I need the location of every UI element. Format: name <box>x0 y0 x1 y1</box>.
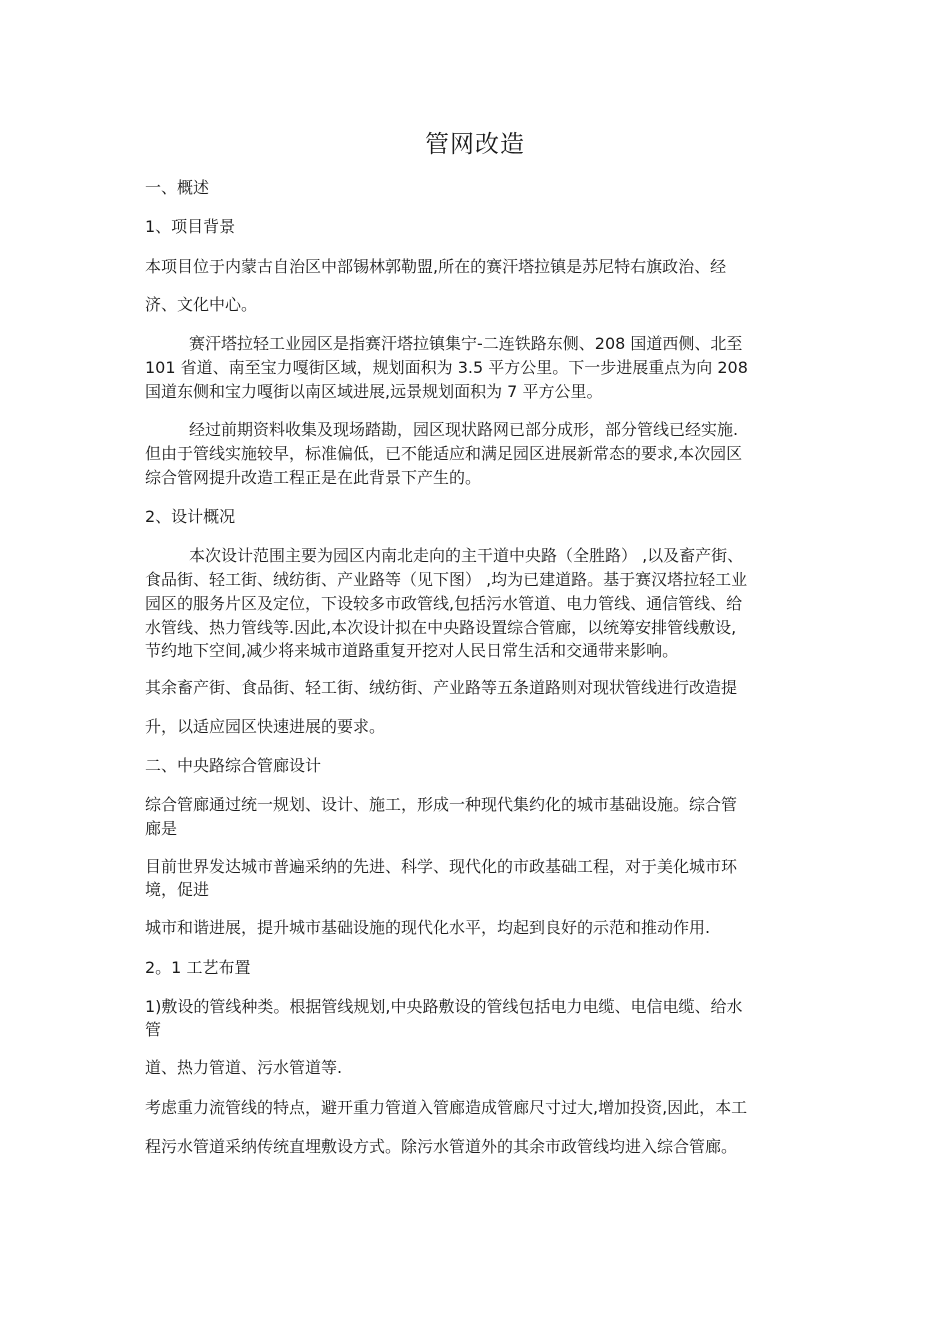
paragraph-line: 综合管廊通过统一规划、设计、施工，形成一种现代集约化的城市基础设施。综合管 <box>145 795 738 814</box>
paragraph-line: 境，促进 <box>145 880 210 899</box>
paragraph-line: 目前世界发达城市普遍采纳的先进、科学、现代化的市政基础工程，对于美化城市环 <box>145 857 738 876</box>
paragraph-line: 济、文化中心。 <box>145 295 258 314</box>
paragraph-line: 城市和谐进展，提升城市基础设施的现代化水平，均起到良好的示范和推动作用. <box>145 918 711 937</box>
paragraph-line: 升，以适应园区快速进展的要求。 <box>145 717 386 736</box>
section-heading-corridor: 二、中央路综合管廊设计 <box>145 756 322 775</box>
paragraph-line: 国道东侧和宝力嘎街以南区域进展,远景规划面积为 7 平方公里。 <box>145 382 603 401</box>
paragraph-line: 水管线、热力管线等.因此,本次设计拟在中央路设置综合管廊，以统筹安排管线敷设, <box>145 618 737 637</box>
paragraph-line: 赛汗塔拉轻工业园区是指赛汗塔拉镇集宁-二连铁路东侧、208 国道西侧、北至 <box>189 334 743 353</box>
paragraph-line: 道、热力管道、污水管道等. <box>145 1058 343 1077</box>
document-title: 管网改造 <box>425 130 525 158</box>
paragraph-line: 但由于管线实施较早，标准偏低，已不能适应和满足园区进展新常态的要求,本次园区 <box>145 444 743 463</box>
paragraph-line: 本次设计范围主要为园区内南北走向的主干道中央路（全胜路） ,以及畜产街、 <box>189 546 744 565</box>
paragraph-line: 食品街、轻工街、绒纺街、产业路等（见下图） ,均为已建道路。基于赛汉塔拉轻工业 <box>145 570 748 589</box>
paragraph-line: 考虑重力流管线的特点，避开重力管道入管廊造成管廊尺寸过大,增加投资,因此，本工 <box>145 1098 748 1117</box>
paragraph-line: 节约地下空间,减少将来城市道路重复开挖对人民日常生活和交通带来影响。 <box>145 641 679 660</box>
paragraph-line: 101 省道、南至宝力嘎街区域，规划面积为 3.5 平方公里。下一步进展重点为向 208 <box>145 358 748 377</box>
paragraph-line: 其余畜产街、食品街、轻工街、绒纺街、产业路等五条道路则对现状管线进行改造提 <box>145 678 738 697</box>
subsection-heading-layout: 2。1 工艺布置 <box>145 958 251 977</box>
subsection-heading-background: 1、项目背景 <box>145 217 236 236</box>
paragraph-line: 本项目位于内蒙古自治区中部锡林郭勒盟,所在的赛汗塔拉镇是苏尼特右旗政治、经 <box>145 257 727 276</box>
subsection-heading-design: 2、设计概况 <box>145 507 236 526</box>
section-heading-overview: 一、概述 <box>145 178 210 197</box>
paragraph-line: 1)敷设的管线种类。根据管线规划,中央路敷设的管线包括电力电缆、电信电缆、给水 <box>145 997 743 1016</box>
paragraph-line: 管 <box>145 1020 162 1039</box>
paragraph-line: 经过前期资料收集及现场踏勘，园区现状路网已部分成形，部分管线已经实施. <box>189 420 739 439</box>
paragraph-line: 廊是 <box>145 819 178 838</box>
paragraph-line: 程污水管道采纳传统直埋敷设方式。除污水管道外的其余市政管线均进入综合管廊。 <box>145 1137 738 1156</box>
paragraph-line: 园区的服务片区及定位，下设较多市政管线,包括污水管道、电力管线、通信管线、给 <box>145 594 743 613</box>
paragraph-line: 综合管网提升改造工程正是在此背景下产生的。 <box>145 468 482 487</box>
